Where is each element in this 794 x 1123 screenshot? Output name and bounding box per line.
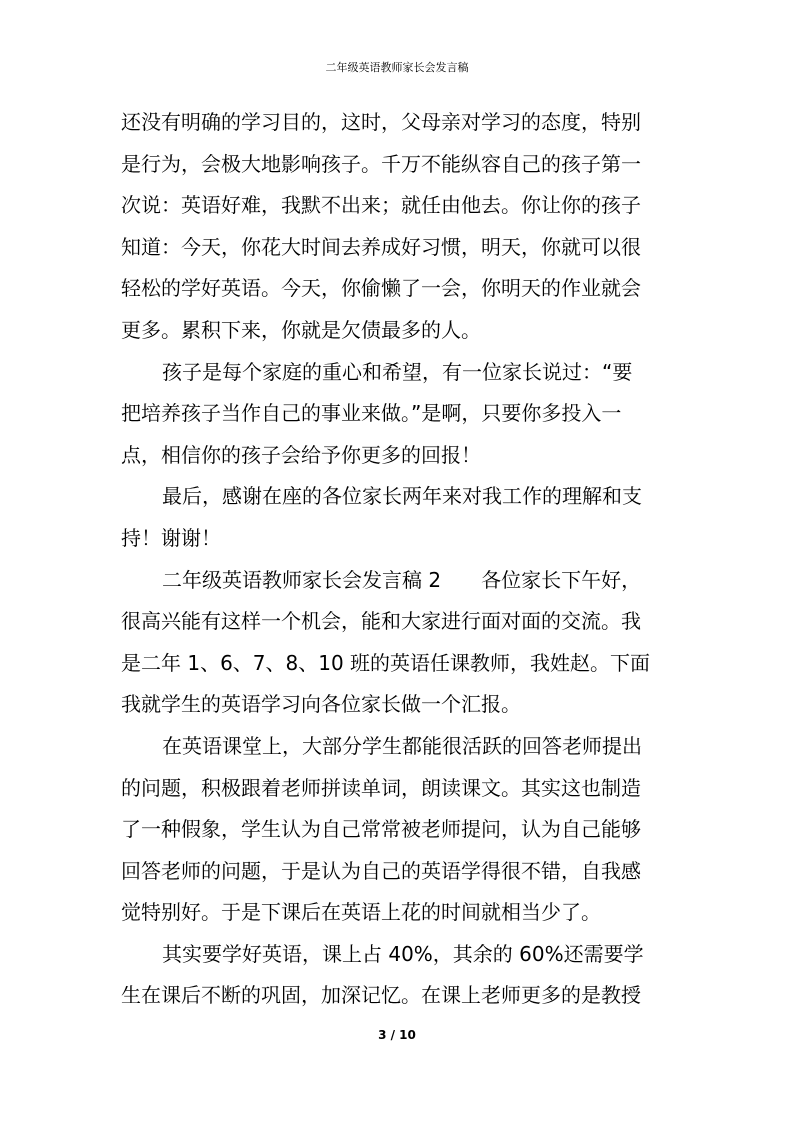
text-line: 二年级英语教师家长会发言稿 2 各位家长下午好， (162, 567, 642, 592)
text-line: 孩子是每个家庭的重心和希望，有一位家长说过：“要 (162, 359, 633, 384)
text-line: 是二年 1、6、7、8、10 班的英语任课教师，我姓赵。下面 (121, 650, 651, 675)
text-line: 点，相信你的孩子会给予你更多的回报！ (121, 442, 481, 467)
text-line: 最后，感谢在座的各位家长两年来对我工作的理解和支 (162, 484, 642, 509)
text-line: 是行为，会极大地影响孩子。千万不能纵容自己的孩子第一 (121, 151, 641, 176)
running-header: 二年级英语教师家长会发言稿 (325, 61, 469, 74)
text-line: 把培养孩子当作自己的事业来做。”是啊，只要你多投入一 (121, 401, 622, 426)
paragraph (121, 560, 674, 726)
text-line: 其实要学好英语，课上占 40%，其余的 60%还需要学 (162, 941, 644, 966)
text-line: 知道：今天，你花大时间去养成好习惯，明天，你就可以很 (121, 234, 641, 259)
paragraph (121, 102, 674, 352)
text-line: 觉特别好。于是下课后在英语上花的时间就相当少了。 (121, 900, 601, 925)
text-line: 还没有明确的学习目的，这时，父母亲对学习的态度，特别 (121, 110, 641, 134)
text-line: 回答老师的问题，于是认为自己的英语学得很不错，自我感 (121, 858, 641, 883)
text-line: 在英语课堂上，大部分学生都能很活跃的回答老师提出 (162, 733, 642, 758)
paragraph (121, 726, 674, 934)
text-line: 更多。累积下来，你就是欠债最多的人。 (121, 317, 481, 342)
paragraph (121, 934, 674, 1017)
page-number: 3 / 10 (378, 1028, 416, 1042)
text-line: 的问题，积极跟着老师拼读单词，朗读课文。其实这也制造 (121, 775, 641, 800)
text-line: 次说：英语好难，我默不出来；就任由他去。你让你的孩子 (121, 193, 641, 218)
paragraph (121, 476, 674, 559)
text-line: 轻松的学好英语。今天，你偷懒了一会，你明天的作业就会 (121, 276, 641, 301)
text-line: 很高兴能有这样一个机会，能和大家进行面对面的交流。我 (121, 609, 641, 634)
document-body (121, 102, 674, 1017)
text-line: 生在课后不断的巩固，加深记忆。在课上老师更多的是教授 (121, 983, 641, 1008)
text-line: 我就学生的英语学习向各位家长做一个汇报。 (121, 692, 521, 717)
text-line: 了一种假象，学生认为自己常常被老师提问，认为自己能够 (121, 817, 641, 842)
text-line: 持！谢谢！ (121, 525, 221, 550)
paragraph (121, 352, 674, 477)
